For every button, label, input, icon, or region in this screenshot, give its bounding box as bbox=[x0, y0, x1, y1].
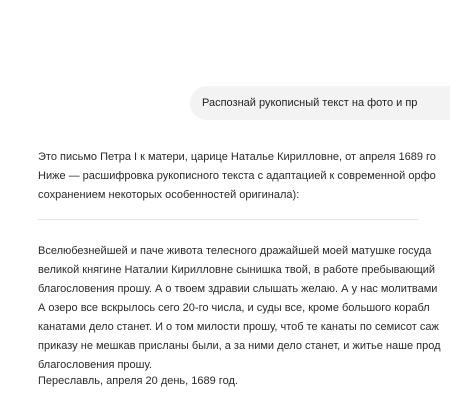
letter-signoff: Переславль, апреля 20 день, 1689 год. bbox=[38, 375, 238, 387]
intro-line: Это письмо Петра I к матери, царице Наталье Кирилловне, от апреля 1689 го bbox=[38, 151, 436, 163]
letter-line: благословения прошу. А о твоем здравии слышать желаю. А у нас молитвами bbox=[38, 283, 438, 295]
letter-line: А озеро все вскрылось сего 20-го числа, и суды все, кроме большого корабл bbox=[38, 302, 430, 314]
letter-line: благословения прошу. bbox=[38, 359, 152, 371]
assistant-intro bbox=[38, 148, 458, 205]
intro-line: сохранением некоторых особенностей оригинала): bbox=[38, 189, 300, 201]
letter-transcription bbox=[38, 242, 458, 375]
letter-line: приказу не мешкав присланы были, а за ними дело станет, и житье наше прод bbox=[38, 340, 441, 352]
section-divider bbox=[38, 219, 418, 220]
letter-line: великой княгине Наталии Кирилловне сынишка твой, в работе пребывающий bbox=[38, 264, 436, 276]
user-message-text: Распознай рукописный текст на фото и пр bbox=[202, 97, 418, 109]
user-message-bubble bbox=[190, 86, 450, 120]
letter-line: Вселюбезнейшей и паче живота телесного дражайшей моей матушке госуда bbox=[38, 245, 432, 257]
letter-line: канатами дело станет. И о том милости прошу, чтоб те канаты по семисот саж bbox=[38, 321, 439, 333]
intro-line: Ниже — расшифровка рукописного текста с адаптацией к современной орфо bbox=[38, 170, 436, 182]
